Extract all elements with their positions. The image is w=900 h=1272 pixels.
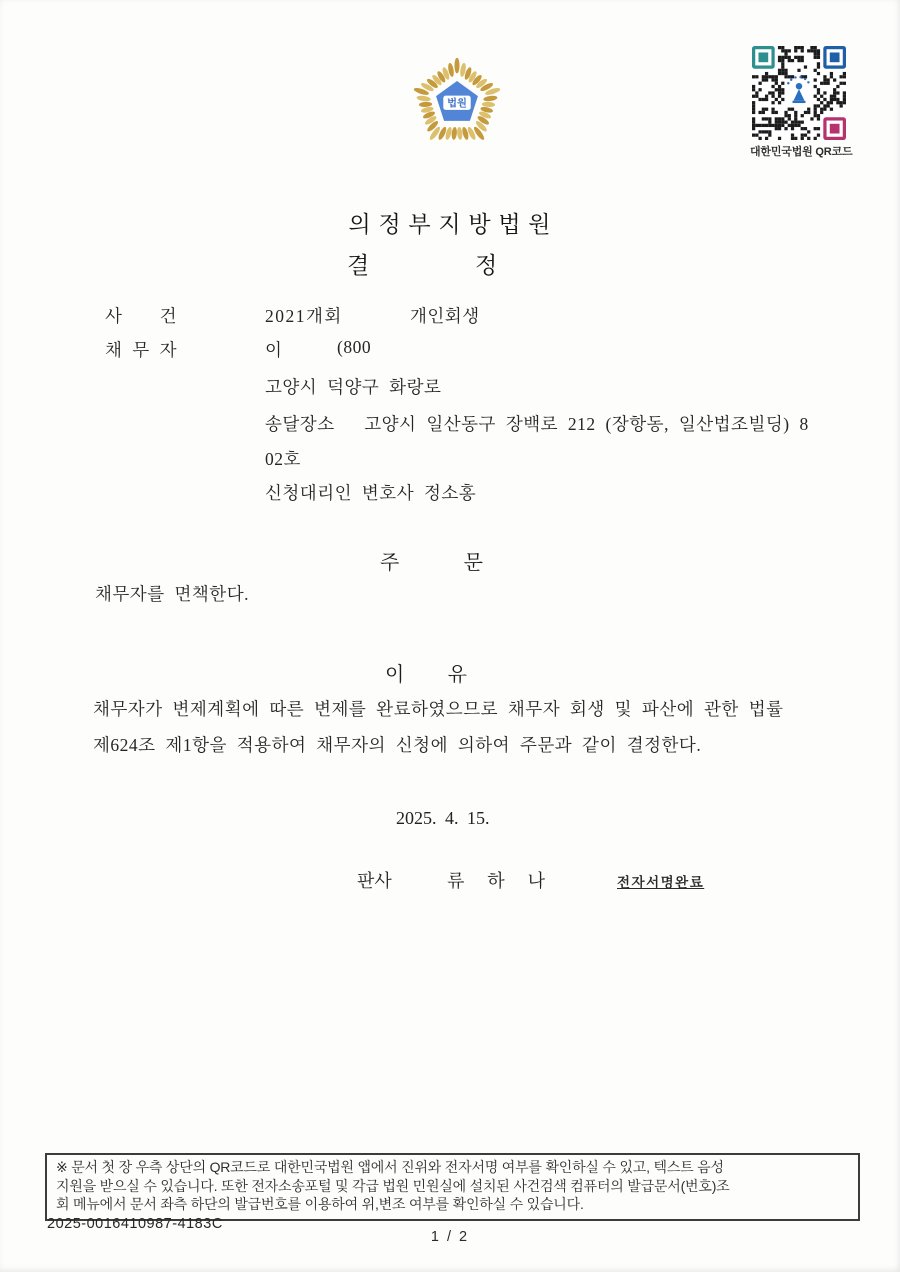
- debtor-label: 채 무 자: [105, 340, 177, 360]
- debtor-id: (800: [337, 337, 372, 357]
- representative: 신청대리인 변호사 정소홍: [265, 483, 477, 503]
- court-name-title: 의 정 부 지 방 법 원: [348, 212, 552, 237]
- order-heading: 주 문: [380, 552, 483, 574]
- judge-name: 류 하 나: [447, 871, 545, 891]
- judge-label: 판사: [357, 871, 392, 891]
- esign-stamp: 전자서명완료: [617, 875, 705, 890]
- service-address-line2: 02호: [265, 449, 301, 469]
- doc-type-right: 정: [475, 253, 499, 278]
- page-indicator: 1 / 2: [430, 1229, 470, 1245]
- issue-number: 2025-0016410987-4183C: [47, 1216, 223, 1232]
- notice-line-2: 지원을 받으실 수 있습니다. 또한 전자소송포털 및 각급 법원 민원실에 설치된 사건검색 컴퓨터의 발급문서(번호)조: [56, 1177, 730, 1194]
- order-text: 채무자를 면책한다.: [95, 584, 249, 604]
- case-type: 개인회생: [410, 306, 480, 326]
- reason-heading: 이 유: [385, 664, 467, 686]
- reason-line2: 제624조 제1항을 적용하여 채무자의 신청에 의하여 주문과 같이 결정한다.: [93, 735, 702, 755]
- decision-date: 2025. 4. 15.: [396, 808, 490, 828]
- service-address-line1: 송달장소 고양시 일산동구 장백로 212 (장항동, 일산법조빌딩) 8: [265, 414, 809, 434]
- emblem-label: 법원: [447, 98, 467, 110]
- doc-type-left: 결: [347, 253, 371, 278]
- notice-line-3: 회 메뉴에서 문서 좌측 하단의 발급번호를 이용하여 위,변조 여부를 확인하실 수 있습니다.: [56, 1196, 584, 1212]
- debtor-name: 이: [265, 340, 283, 360]
- debtor-address: 고양시 덕양구 화랑로: [265, 377, 442, 397]
- case-label: 사 건: [105, 306, 177, 326]
- reason-line1: 채무자가 변제계획에 따른 변제를 완료하였으므로 채무자 회생 및 파산에 관한 법률: [93, 699, 784, 719]
- qr-code-icon: [752, 46, 846, 140]
- qr-caption: 대한민국법원 QR코드: [750, 146, 853, 158]
- footer-notice-box: [45, 1153, 860, 1221]
- case-number: 2021개회: [265, 306, 343, 326]
- notice-line-1: ※ 문서 첫 장 우측 상단의 QR코드로 대한민국법원 앱에서 진위와 전자서명 여부를 확인하실 수 있고, 텍스트 음성: [56, 1159, 724, 1175]
- court-emblem-icon: [398, 58, 516, 150]
